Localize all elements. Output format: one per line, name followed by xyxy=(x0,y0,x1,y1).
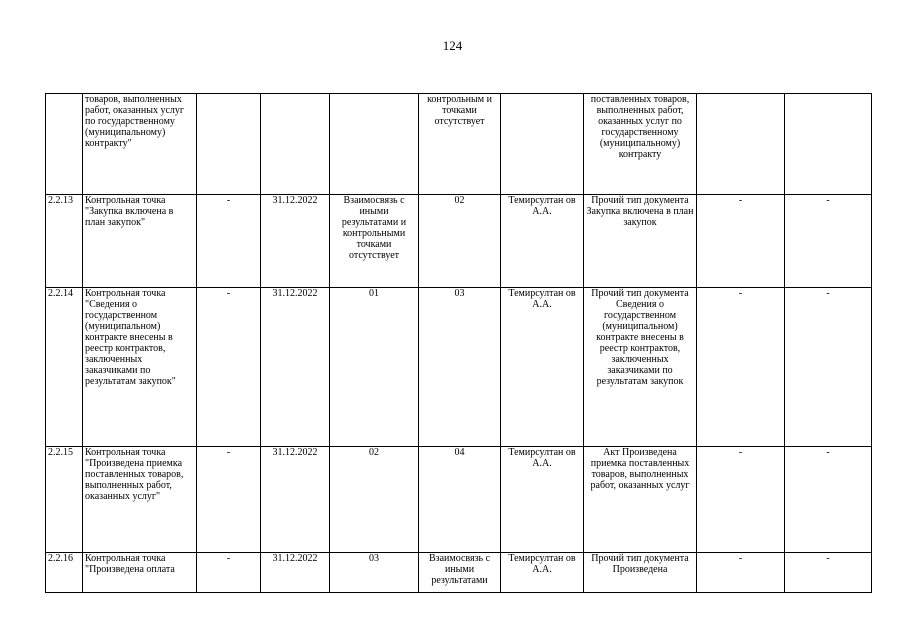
row-number: 2.2.15 xyxy=(46,447,83,553)
end-date: 31.12.2022 xyxy=(261,288,330,447)
table-row xyxy=(46,288,872,447)
predecessor: 02 xyxy=(330,447,419,553)
extra-col-9: - xyxy=(697,553,785,593)
table-row xyxy=(46,553,872,593)
start-date: - xyxy=(197,288,261,447)
start-date: - xyxy=(197,447,261,553)
successor: Взаимосвязь с иными результатами xyxy=(419,553,501,593)
responsible: Темирсултан ов А.А. xyxy=(501,288,584,447)
successor: 04 xyxy=(419,447,501,553)
control-point-name: Контрольная точка "Произведена приемка поставленных товаров, выполненных работ, оказанных услуг" xyxy=(83,447,197,553)
table-row xyxy=(46,447,872,553)
extra-col-9 xyxy=(697,94,785,195)
row-number xyxy=(46,94,83,195)
control-point-name: Контрольная точка "Закупка включена в план закупок" xyxy=(83,195,197,288)
document-type: Прочий тип документа Закупка включена в план закупок xyxy=(584,195,697,288)
row-number: 2.2.13 xyxy=(46,195,83,288)
predecessor: 01 xyxy=(330,288,419,447)
successor: контрольным и точками отсутствует xyxy=(419,94,501,195)
extra-col-10: - xyxy=(785,553,872,593)
predecessor: Взаимосвязь с иными результатами и контрольными точками отсутствует xyxy=(330,195,419,288)
table-row xyxy=(46,94,872,195)
successor: 02 xyxy=(419,195,501,288)
control-points-table xyxy=(45,93,872,593)
extra-col-9: - xyxy=(697,288,785,447)
responsible: Темирсултан ов А.А. xyxy=(501,195,584,288)
extra-col-9: - xyxy=(697,447,785,553)
extra-col-10: - xyxy=(785,288,872,447)
start-date xyxy=(197,94,261,195)
control-point-name: товаров, выполненных работ, оказанных услуг по государственному (муниципальному) контракту" xyxy=(83,94,197,195)
document-type: Прочий тип документа Сведения о государственном (муниципальном) контракте внесены в реестр контрактов, заключенных заказчиками по результатам закупок xyxy=(584,288,697,447)
responsible xyxy=(501,94,584,195)
document-type: Прочий тип документа Произведена xyxy=(584,553,697,593)
row-number: 2.2.16 xyxy=(46,553,83,593)
responsible: Темирсултан ов А.А. xyxy=(501,447,584,553)
control-point-name: Контрольная точка "Произведена оплата xyxy=(83,553,197,593)
end-date: 31.12.2022 xyxy=(261,195,330,288)
control-point-name: Контрольная точка "Сведения о государственном (муниципальном) контракте внесены в реестр контрактов, заключенных заказчиками по результатам закупок" xyxy=(83,288,197,447)
row-number: 2.2.14 xyxy=(46,288,83,447)
end-date xyxy=(261,94,330,195)
page-number: 124 xyxy=(442,38,463,53)
extra-col-10 xyxy=(785,94,872,195)
responsible: Темирсултан ов А.А. xyxy=(501,553,584,593)
predecessor xyxy=(330,94,419,195)
predecessor: 03 xyxy=(330,553,419,593)
start-date: - xyxy=(197,553,261,593)
extra-col-10: - xyxy=(785,195,872,288)
extra-col-10: - xyxy=(785,447,872,553)
start-date: - xyxy=(197,195,261,288)
document-type: Акт Произведена приемка поставленных товаров, выполненных работ, оказанных услуг xyxy=(584,447,697,553)
extra-col-9: - xyxy=(697,195,785,288)
document-type: поставленных товаров, выполненных работ, оказанных услуг по государственному (муниципальному) контракту xyxy=(584,94,697,195)
table-row xyxy=(46,195,872,288)
end-date: 31.12.2022 xyxy=(261,447,330,553)
end-date: 31.12.2022 xyxy=(261,553,330,593)
successor: 03 xyxy=(419,288,501,447)
